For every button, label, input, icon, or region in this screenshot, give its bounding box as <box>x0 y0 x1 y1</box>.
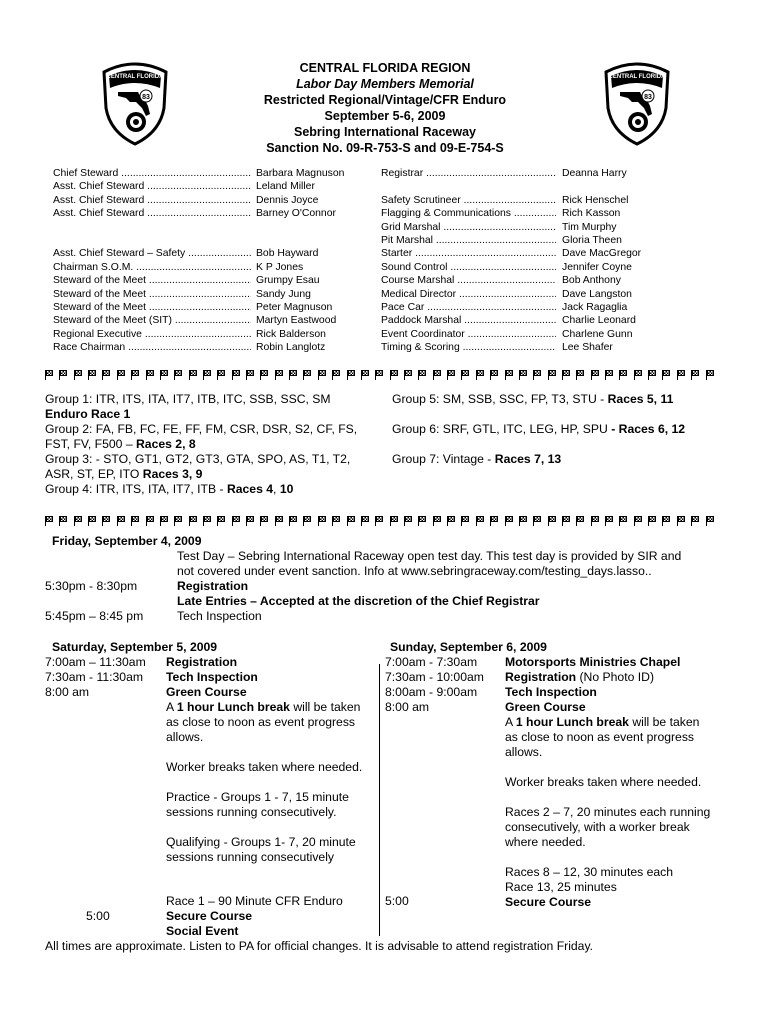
official-name: Robin Langlotz <box>256 342 326 354</box>
sun-event-3: Tech Inspection <box>505 685 597 699</box>
checkered-flag-icon <box>260 516 269 526</box>
sun-lunch-1: A 1 hour Lunch break will be taken <box>505 715 700 729</box>
sanction-number: Sanction No. 09-R-753-S and 09-E-754-S <box>266 141 504 155</box>
checkered-flag-icon <box>189 516 198 526</box>
official-name: Jennifer Coyne <box>562 261 632 273</box>
official-name: K P Jones <box>256 261 304 273</box>
official-name: Rick Henschel <box>562 194 629 206</box>
checkered-flag-icon <box>562 370 571 380</box>
checkered-flag-icon <box>102 516 111 526</box>
sun-races-1: Races 2 – 7, 20 minutes each running <box>505 805 711 819</box>
official-role: Course Marshal ..... <box>381 274 556 287</box>
sat-secure-course: Secure Course <box>166 909 253 923</box>
checkered-flag-icon <box>476 516 485 526</box>
checkered-flag-icon <box>146 370 155 380</box>
checkered-flag-icon <box>275 370 284 380</box>
checkered-flag-icon <box>232 370 241 380</box>
sunday-title: Sunday, September 6, 2009 <box>390 640 547 654</box>
official-name: Jack Ragaglia <box>562 302 628 313</box>
checkered-flag-icon <box>461 370 470 380</box>
sat-social-event: Social Event <box>166 924 239 938</box>
official-role: Asst. Chief Steward ..... <box>53 180 251 193</box>
checkered-flag-icon <box>576 516 585 526</box>
checkered-flag-icon <box>332 516 341 526</box>
checkered-flag-icon <box>59 370 68 380</box>
logo-number: 83 <box>142 94 150 101</box>
checkered-flag-icon <box>102 370 111 380</box>
saturday-title: Saturday, September 5, 2009 <box>52 640 218 654</box>
event-venue: Sebring International Raceway <box>294 125 476 139</box>
checkered-flag-icon <box>648 370 657 380</box>
sun-races-2: consecutively, with a worker break <box>505 820 690 834</box>
friday-time-1: 5:30pm - 8:30pm <box>45 579 138 593</box>
checkered-flag-icon <box>246 370 255 380</box>
official-role: Asst. Chief Steward ..... <box>53 194 251 207</box>
checkered-flag-icon <box>691 516 700 526</box>
sun-event-1: Motorsports Ministries Chapel <box>505 655 681 669</box>
checkered-flag-icon <box>677 370 686 380</box>
official-name: Barney O'Connor <box>256 208 336 220</box>
sat-qualifying-2: sessions running consecutively <box>166 850 335 864</box>
logo-text: CENTRAL FLORIDA <box>608 74 666 80</box>
checkered-flag-icon <box>490 370 499 380</box>
friday-time-2: 5:45pm – 8:45 pm <box>45 609 144 623</box>
checkered-flag-icon <box>677 516 686 526</box>
logo-text: CENTRAL FLORIDA <box>106 74 164 80</box>
group-2-races: FST, FV, F500 – Races 2, 8 <box>45 437 196 451</box>
official-name: Lee Shafer <box>562 342 613 354</box>
checkered-flag-icon <box>217 516 226 526</box>
official-name: Tim Murphy <box>562 221 617 233</box>
official-role: Event Coordinator ..... <box>381 328 556 341</box>
sat-lunch-1: A 1 hour Lunch break will be taken <box>166 700 361 714</box>
checkered-flag-icon <box>246 516 255 526</box>
checkered-flag-icon <box>548 370 557 380</box>
document-header <box>200 60 570 156</box>
checkered-flag-icon <box>174 516 183 526</box>
sun-lunch-2: as close to noon as event progress <box>505 730 695 744</box>
checkered-flag-icon <box>131 370 140 380</box>
official-name: Deanna Harry <box>562 168 627 179</box>
official-name: Rich Kasson <box>562 208 621 220</box>
official-role: Race Chairman ..... <box>53 341 251 354</box>
sat-lunch-2: as close to noon as event progress <box>166 715 356 729</box>
official-name: Bob Hayward <box>256 248 319 260</box>
checkered-flag-icon <box>303 516 312 526</box>
checkered-flag-icon <box>260 370 269 380</box>
checkered-flag-icon <box>591 516 600 526</box>
sat-lunch-3: allows. <box>166 730 204 744</box>
checkered-flag-icon <box>88 516 97 526</box>
checkered-flag-icon <box>160 370 169 380</box>
event-subtitle: Restricted Regional/Vintage/CFR Enduro <box>263 93 507 107</box>
region-logo-left <box>100 62 170 146</box>
sun-event-4: Green Course <box>505 700 586 714</box>
logo-number: 83 <box>644 94 652 101</box>
official-role: Sound Control ..... <box>381 261 556 274</box>
official-name: Dave MacGregor <box>562 248 642 260</box>
checkered-flag-icon <box>433 370 442 380</box>
friday-test-line-1: Test Day – Sebring International Raceway open test day. This test day is provided by SIR and <box>177 549 682 563</box>
checkered-flag-icon <box>174 370 183 380</box>
checkered-flag-icon <box>189 370 198 380</box>
checkered-flag-icon <box>634 370 643 380</box>
checkered-flag-icon <box>619 516 628 526</box>
group-5: Group 5: SM, SSB, SSC, FP, T3, STU - Races 5, 11 <box>392 392 674 406</box>
checkered-flag-icon <box>375 516 384 526</box>
official-role: Steward of the Meet ..... <box>53 288 251 301</box>
official-role: Asst. Chief Steward ..... <box>53 207 251 220</box>
checkered-flag-icon <box>619 370 628 380</box>
checkered-flag-icon <box>404 516 413 526</box>
checkered-flag-icon <box>361 516 370 526</box>
checkered-flag-icon <box>203 370 212 380</box>
checkered-flag-icon <box>505 516 514 526</box>
sun-time-2: 7:30am - 10:00am <box>385 670 484 684</box>
checkered-flag-icon <box>45 516 54 526</box>
friday-registration: Registration <box>177 579 249 593</box>
checkered-flag-icon <box>318 370 327 380</box>
checkered-flag-icon <box>447 516 456 526</box>
sun-races-5: Race 13, 25 minutes <box>505 880 617 894</box>
checkered-flag-icon <box>232 516 241 526</box>
sun-time-3: 8:00am - 9:00am <box>385 685 478 699</box>
official-name: Barbara Magnuson <box>256 168 345 179</box>
group-3-races: ASR, ST, EP, ITO Races 3, 9 <box>45 467 203 481</box>
sun-event-2: Registration (No Photo ID) <box>505 670 655 684</box>
checkered-flag-icon <box>347 370 356 380</box>
official-name: Bob Anthony <box>562 275 621 287</box>
friday-test-line-2: not covered under event sanction. Info at www.sebringraceway.com/testing_days.lasso.. <box>177 564 652 578</box>
checkered-flag-icon <box>691 370 700 380</box>
checkered-flag-icon <box>605 370 614 380</box>
official-role: Grid Marshal ..... <box>381 221 556 234</box>
sat-qualifying-1: Qualifying - Groups 1- 7, 20 minute <box>166 835 356 849</box>
sat-practice-1: Practice - Groups 1 - 7, 15 minute <box>166 790 349 804</box>
sun-time-5: 5:00 <box>385 894 409 908</box>
checkered-flag-icon <box>74 370 83 380</box>
checkered-flag-icon <box>433 516 442 526</box>
event-title: Labor Day Members Memorial <box>296 77 474 91</box>
checkered-flag-icon <box>59 516 68 526</box>
official-name: Leland Miller <box>256 181 315 193</box>
checkered-flag-icon <box>576 370 585 380</box>
official-role: Medical Director ..... <box>381 288 556 301</box>
sat-race-1: Race 1 – 90 Minute CFR Enduro <box>166 894 343 908</box>
checkered-flag-icon <box>375 370 384 380</box>
group-4: Group 4: ITR, ITS, ITA, IT7, ITB - Races 4, 10 <box>45 482 294 496</box>
checkered-flag-icon <box>117 370 126 380</box>
event-dates: September 5-6, 2009 <box>324 109 446 123</box>
checkered-flag-icon <box>146 516 155 526</box>
region-title: CENTRAL FLORIDA REGION <box>299 61 471 75</box>
footer-note: All times are approximate. Listen to PA for official changes. It is advisable to attend registration Friday. <box>45 939 594 953</box>
checkered-flag-icon <box>519 370 528 380</box>
checkered-flag-icon <box>332 370 341 380</box>
official-role: Chief Steward ..... <box>53 167 251 180</box>
official-name: Charlene Gunn <box>562 328 633 340</box>
sat-time-1: 7:00am – 11:30am <box>45 655 146 669</box>
sun-races-3: where needed. <box>505 835 586 849</box>
checkered-flag-icon <box>706 370 715 380</box>
checkered-flag-icon <box>533 370 542 380</box>
official-name: Gloria Theen <box>562 235 622 246</box>
official-role: Pace Car ..... <box>381 301 556 314</box>
sun-time-1: 7:00am - 7:30am <box>385 655 478 669</box>
checkered-flag-icon <box>289 370 298 380</box>
official-name: Martyn Eastwood <box>256 315 337 327</box>
checkered-flag-icon <box>533 516 542 526</box>
checkered-flag-icon <box>131 516 140 526</box>
official-role: Steward of the Meet ..... <box>53 301 251 314</box>
checkered-flag-icon <box>476 370 485 380</box>
checkered-flag-icon <box>562 516 571 526</box>
checkered-flag-icon <box>303 370 312 380</box>
group-1: Group 1: ITR, ITS, ITA, IT7, ITB, ITC, SSB, SSC, SM <box>45 392 331 406</box>
checkered-flag-icon <box>418 370 427 380</box>
checkered-flag-icon <box>648 516 657 526</box>
official-role: Pit Marshal ..... <box>381 234 556 247</box>
group-7: Group 7: Vintage - Races 7, 13 <box>392 452 562 466</box>
checkered-flag-icon <box>203 516 212 526</box>
flag-divider <box>45 512 715 526</box>
checkered-flag-icon <box>634 516 643 526</box>
official-name: Grumpy Esau <box>256 275 320 287</box>
checkered-flag-icon <box>662 516 671 526</box>
checkered-flag-icon <box>217 370 226 380</box>
checkered-flag-icon <box>45 370 54 380</box>
official-role: Starter ..... <box>381 247 556 260</box>
checkered-flag-icon <box>605 516 614 526</box>
sun-worker-breaks: Worker breaks taken where needed. <box>505 775 702 789</box>
official-role: Steward of the Meet ..... <box>53 274 251 287</box>
checkered-flag-icon <box>461 516 470 526</box>
sun-time-4: 8:00 am <box>385 700 430 714</box>
checkered-flag-icon <box>88 370 97 380</box>
checkered-flag-icon <box>591 370 600 380</box>
official-role: Timing & Scoring ..... <box>381 341 556 354</box>
checkered-flag-icon <box>74 516 83 526</box>
sat-event-3: Green Course <box>166 685 247 699</box>
official-role: Paddock Marshal ..... <box>381 314 556 327</box>
checkered-flag-icon <box>318 516 327 526</box>
official-name: Rick Balderson <box>256 328 326 340</box>
sat-event-1: Registration <box>166 655 238 669</box>
checkered-flag-icon <box>390 516 399 526</box>
checkered-flag-icon <box>519 516 528 526</box>
official-role: Regional Executive ..... <box>53 328 251 341</box>
official-name: Charlie Leonard <box>562 315 636 327</box>
friday-title: Friday, September 4, 2009 <box>52 534 202 548</box>
official-role: Steward of the Meet (SIT) ..... <box>53 314 251 327</box>
checkered-flag-icon <box>347 516 356 526</box>
checkered-flag-icon <box>447 370 456 380</box>
sat-time-4: 5:00 <box>86 909 110 923</box>
checkered-flag-icon <box>160 516 169 526</box>
checkered-flag-icon <box>548 516 557 526</box>
friday-tech: Tech Inspection <box>177 609 262 623</box>
checkered-flag-icon <box>275 516 284 526</box>
official-name: Peter Magnuson <box>256 302 333 313</box>
official-name: Dave Langston <box>562 288 632 300</box>
checkered-flag-icon <box>404 370 413 380</box>
sat-time-2: 7:30am - 11:30am <box>45 670 144 684</box>
group-2: Group 2: FA, FB, FC, FE, FF, FM, CSR, DSR, S2, CF, FS, <box>45 422 358 436</box>
checkered-flag-icon <box>418 516 427 526</box>
checkered-flag-icon <box>289 516 298 526</box>
official-role: Asst. Chief Steward – Safety ..... <box>53 247 251 260</box>
sat-event-2: Tech Inspection <box>166 670 258 684</box>
official-role: Registrar ..... <box>381 167 556 180</box>
sat-time-3: 8:00 am <box>45 685 90 699</box>
group-6: Group 6: SRF, GTL, ITC, LEG, HP, SPU - Races 6, 12 <box>392 422 686 436</box>
region-logo-right <box>602 62 672 146</box>
checkered-flag-icon <box>662 370 671 380</box>
official-name: Dennis Joyce <box>256 194 319 206</box>
sun-races-4: Races 8 – 12, 30 minutes each <box>505 865 674 879</box>
checkered-flag-icon <box>117 516 126 526</box>
sun-lunch-3: allows. <box>505 745 543 759</box>
friday-late-entries: Late Entries – Accepted at the discretion of the Chief Registrar <box>177 594 540 608</box>
flag-divider <box>45 366 715 380</box>
official-role: Flagging & Communications ..... <box>381 207 556 220</box>
official-role: Safety Scrutineer ..... <box>381 194 556 207</box>
checkered-flag-icon <box>505 370 514 380</box>
column-divider <box>379 664 380 936</box>
checkered-flag-icon <box>361 370 370 380</box>
official-role: Chairman S.O.M. ..... <box>53 261 251 274</box>
sat-worker-breaks: Worker breaks taken where needed. <box>166 760 363 774</box>
checkered-flag-icon <box>390 370 399 380</box>
checkered-flag-icon <box>706 516 715 526</box>
sat-practice-2: sessions running consecutively. <box>166 805 337 819</box>
sun-secure-course: Secure Course <box>505 895 592 909</box>
group-1-races: Enduro Race 1 <box>45 407 131 421</box>
official-name: Sandy Jung <box>256 288 311 300</box>
group-3: Group 3: - STO, GT1, GT2, GT3, GTA, SPO, AS, T1, T2, <box>45 452 351 466</box>
checkered-flag-icon <box>490 516 499 526</box>
